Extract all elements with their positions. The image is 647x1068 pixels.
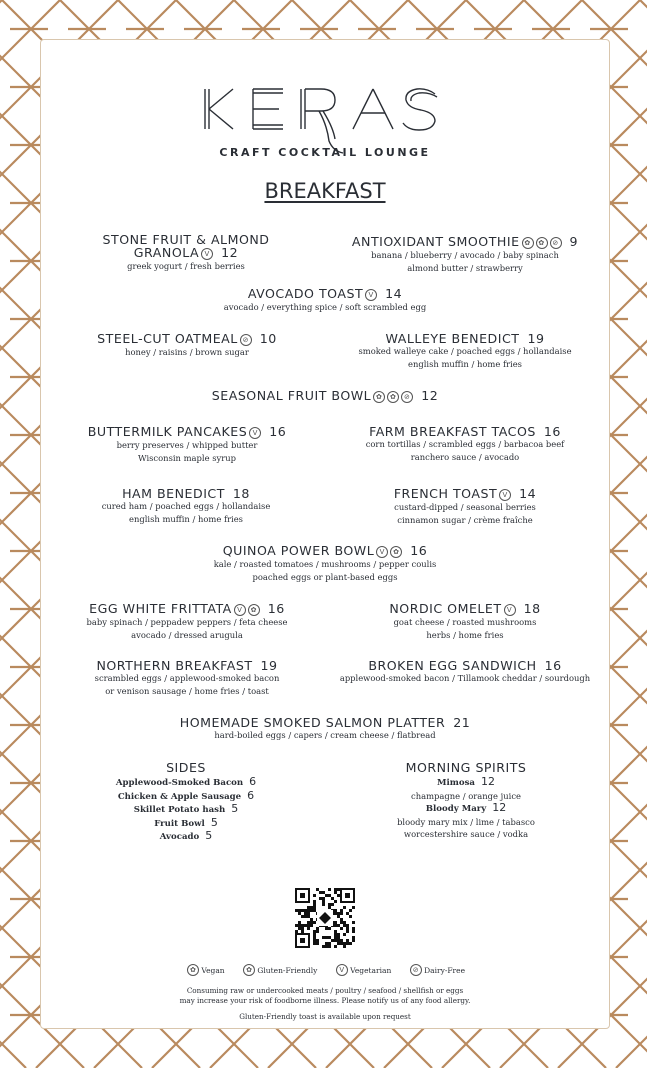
sides-heading: SIDES: [166, 760, 206, 775]
item-name: BUTTERMILK PANCAKES: [87, 424, 248, 439]
sides-list: [91, 776, 281, 844]
vegetarian-icon: V: [504, 604, 516, 616]
menu-item-antioxidant-smoothie: [335, 235, 595, 275]
side-price: 5: [210, 815, 218, 829]
item-price: 14: [519, 486, 537, 501]
menu-item-french-toast: [355, 487, 575, 527]
legend-vegetarian: Vegetarian: [350, 966, 392, 975]
gluten-friendly-icon: ✿: [248, 604, 260, 616]
item-name: NORTHERN BREAKFAST: [96, 658, 253, 673]
side-name: Chicken & Apple Sausage: [117, 791, 242, 802]
item-name: NORDIC OMELET: [389, 601, 502, 616]
menu-item-smoked-salmon-platter: [145, 716, 505, 742]
item-description: banana / blueberry / avocado / baby spinach: [371, 250, 559, 260]
item-name: QUINOA POWER BOWL: [222, 543, 375, 558]
item-name: FARM BREAKFAST TACOS: [369, 424, 536, 439]
side-name: Avocado: [159, 832, 200, 842]
spirit-price: 12: [481, 775, 495, 788]
item-name: WALLEYE BENEDICT: [385, 331, 520, 346]
item-description: or venison sausage / home fries / toast: [105, 686, 269, 696]
menu-item-broken-egg-sandwich: [333, 659, 597, 685]
morning-spirits-section: [371, 761, 561, 841]
item-price: 10: [259, 331, 277, 346]
item-description: custard-dipped / seasonal berries: [394, 502, 536, 512]
gluten-friendly-icon: ✿: [387, 391, 399, 403]
menu-item-egg-white-frittata: [65, 602, 309, 642]
item-description: honey / raisins / brown sugar: [125, 347, 249, 357]
item-price: 12: [421, 388, 439, 403]
menu-item-avocado-toast: [175, 287, 475, 314]
menu-item-stone-fruit-granola: [81, 233, 291, 273]
gluten-friendly-icon: ✿: [243, 964, 255, 976]
menu-item-ham-benedict: [81, 487, 291, 526]
side-name: Skillet Potato hash: [133, 805, 226, 815]
side-price: 6: [247, 788, 255, 802]
vegan-icon: ✿: [522, 237, 534, 249]
item-price: 14: [385, 286, 403, 301]
menu-card: [40, 39, 610, 1029]
side-item: [91, 776, 281, 790]
item-name: STEEL-CUT OATMEAL: [97, 331, 238, 346]
vegetarian-icon: V: [336, 964, 348, 976]
item-description: Wisconsin maple syrup: [138, 453, 236, 463]
item-description: goat cheese / roasted mushrooms: [393, 617, 537, 627]
item-name: BROKEN EGG SANDWICH: [368, 658, 537, 673]
side-price: 6: [249, 775, 257, 788]
spirit-description: bloody mary mix / lime / tabasco: [397, 816, 535, 827]
side-item: [91, 817, 281, 831]
item-price: 18: [232, 486, 250, 501]
item-name: GRANOLA: [133, 245, 200, 260]
spirits-heading: MORNING SPIRITS: [405, 760, 527, 775]
vegetarian-icon: V: [234, 604, 246, 616]
spirit-description: worcestershire sauce / vodka: [403, 829, 529, 839]
vegetarian-icon: V: [376, 546, 388, 558]
allergy-notice-line1: Consuming raw or undercooked meats / poultry / seafood / shellfish or eggs: [186, 986, 464, 995]
vegan-icon: ✿: [373, 391, 385, 403]
item-description: avocado / dressed arugula: [131, 630, 243, 640]
item-name: SEASONAL FRUIT BOWL: [211, 388, 372, 403]
side-price: 5: [231, 802, 239, 815]
menu-item-quinoa-power-bowl: [175, 544, 475, 584]
legend-vegan: Vegan: [201, 966, 225, 975]
dietary-legend: [41, 964, 609, 976]
spirit-name: Bloody Mary: [425, 804, 487, 814]
item-description: english muffin / home fries: [129, 514, 243, 524]
menu-item-buttermilk-pancakes: [65, 425, 309, 465]
dairy-free-icon: ⊘: [550, 237, 562, 249]
side-name: Applewood-Smoked Bacon: [115, 778, 244, 788]
menu-title: BREAKFAST: [264, 179, 386, 203]
gluten-toast-note: Gluten-Friendly toast is available upon request: [239, 1012, 411, 1021]
menu-item-steel-cut-oatmeal: [71, 332, 303, 359]
gluten-friendly-icon: ✿: [536, 237, 548, 249]
item-price: 16: [543, 424, 561, 439]
item-name: EGG WHITE FRITTATA: [89, 601, 232, 616]
item-description: ranchero sauce / avocado: [410, 452, 520, 462]
side-item: [91, 830, 281, 844]
legend-gluten-friendly: Gluten-Friendly: [257, 966, 318, 975]
item-description: cinnamon sugar / crème fraîche: [397, 515, 533, 525]
allergy-notice-line2: may increase your risk of foodborne illness. Please notify us of any food allergy.: [179, 996, 471, 1005]
item-description: berry preserves / whipped butter: [116, 440, 258, 450]
item-name: HAM BENEDICT: [122, 486, 225, 501]
item-description: cured ham / poached eggs / hollandaise: [101, 501, 271, 511]
legend-dairy-free: Dairy-Free: [424, 966, 466, 975]
tagline: CRAFT COCKTAIL LOUNGE: [219, 146, 431, 159]
item-description: baby spinach / peppadew peppers / feta cheese: [86, 617, 288, 627]
item-name: ANTIOXIDANT SMOOTHIE: [351, 234, 520, 249]
item-price: 12: [221, 245, 239, 260]
item-description: hard-boiled eggs / capers / cream cheese / flatbread: [214, 730, 436, 740]
item-price: 16: [269, 424, 287, 439]
spirit-description: champagne / orange juice: [411, 790, 521, 801]
keras-logo: [201, 85, 463, 155]
item-description: herbs / home fries: [426, 630, 504, 640]
spirit-price: 12: [492, 801, 507, 814]
item-price: 19: [260, 658, 278, 673]
item-name: AVOCADO TOAST: [247, 286, 364, 301]
item-price: 16: [267, 601, 285, 616]
dairy-free-icon: ⊘: [410, 964, 422, 976]
item-price: 19: [527, 331, 545, 346]
menu-item-walleye-benedict: [345, 332, 585, 371]
qr-code[interactable]: [294, 887, 356, 949]
item-description: applewood-smoked bacon / Tillamook cheddar / sourdough: [339, 673, 591, 683]
menu-item-nordic-omelet: [355, 602, 575, 642]
menu-item-northern-breakfast: [71, 659, 303, 698]
item-price: 18: [523, 601, 541, 616]
vegetarian-icon: V: [499, 489, 511, 501]
menu-item-farm-breakfast-tacos: [345, 425, 585, 464]
item-name: FRENCH TOAST: [393, 486, 498, 501]
item-price: 9: [569, 234, 579, 249]
spirit-name: Mimosa: [436, 778, 475, 788]
menu-item-seasonal-fruit-bowl: [165, 389, 485, 403]
side-item: [91, 803, 281, 817]
side-price: 5: [205, 829, 213, 842]
item-description: avocado / everything spice / soft scrambled egg: [223, 302, 427, 312]
item-description: english muffin / home fries: [408, 359, 522, 369]
vegetarian-icon: V: [365, 289, 377, 301]
sides-section: [91, 761, 281, 844]
item-price: 16: [410, 543, 428, 558]
vegetarian-icon: V: [249, 427, 261, 439]
side-item: [91, 790, 281, 804]
vegetarian-icon: V: [201, 248, 213, 260]
item-description: greek yogurt / fresh berries: [127, 261, 245, 271]
item-description: smoked walleye cake / poached eggs / hollandaise: [358, 346, 572, 356]
vegan-icon: ✿: [187, 964, 199, 976]
item-description: corn tortillas / scrambled eggs / barbacoa beef: [365, 439, 565, 449]
item-description: almond butter / strawberry: [407, 263, 523, 273]
item-name: STONE FRUIT & ALMOND: [102, 232, 270, 247]
side-name: Fruit Bowl: [154, 818, 205, 829]
item-description: kale / roasted tomatoes / mushrooms / pepper coulis: [213, 559, 437, 569]
item-name: HOMEMADE SMOKED SALMON PLATTER: [179, 715, 446, 730]
dairy-free-icon: ⊘: [240, 334, 252, 346]
item-description: poached eggs or plant-based eggs: [252, 572, 398, 582]
item-price: 16: [544, 658, 562, 673]
gluten-friendly-icon: ✿: [390, 546, 402, 558]
item-price: 21: [453, 715, 471, 730]
item-description: scrambled eggs / applewood-smoked bacon: [94, 673, 280, 683]
dairy-free-icon: ⊘: [401, 391, 413, 403]
